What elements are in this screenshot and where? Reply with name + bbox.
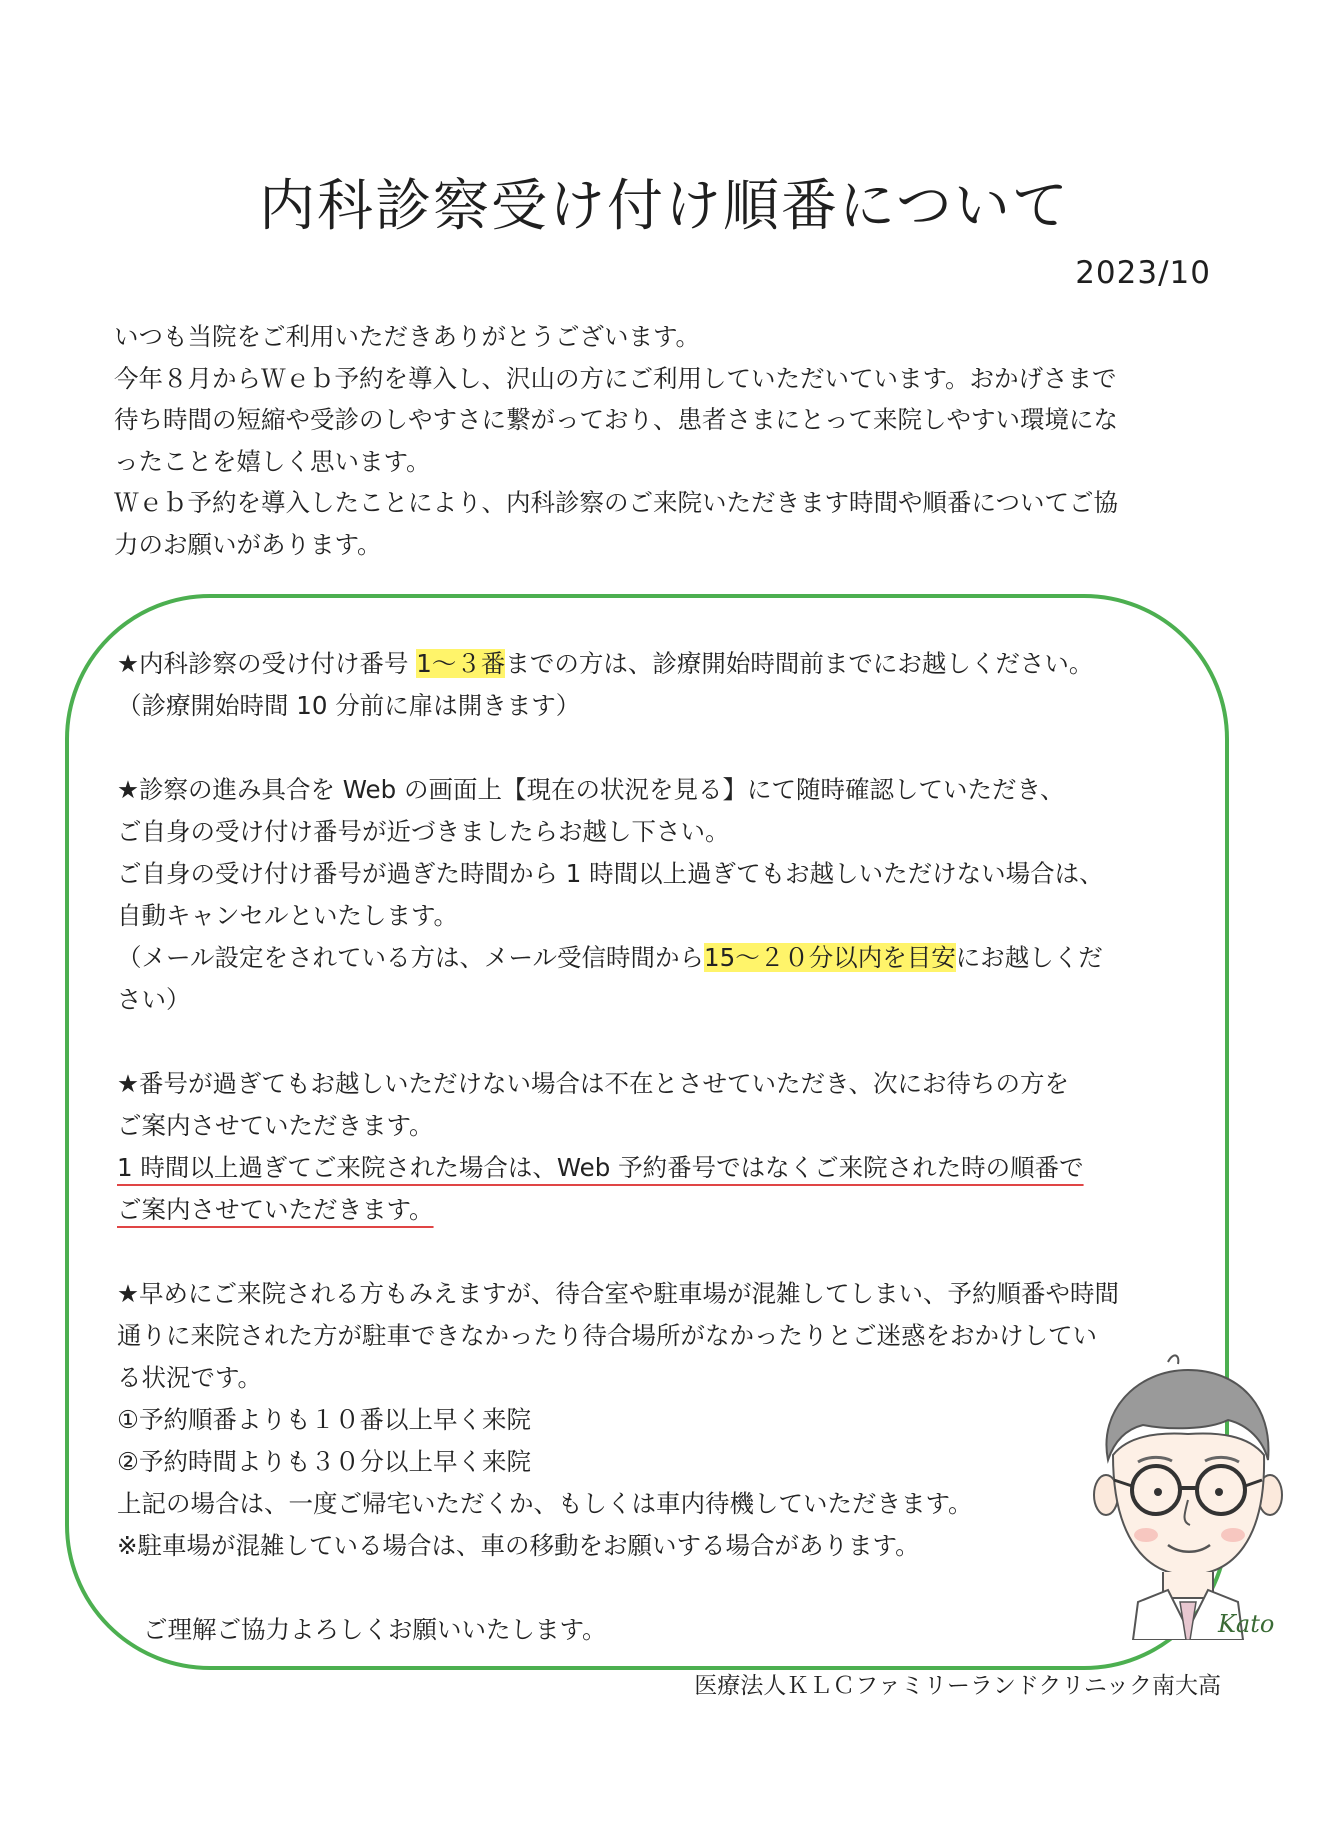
section3-line4 (117, 1189, 1232, 1231)
arrival-time-highlight: 15～２０分以内を目安 (704, 943, 956, 972)
section2-line1: ★診察の進み具合を Web の画面上【現在の状況を見る】にて随時確認していただき、 (117, 775, 1065, 804)
section2-text: （メール設定をされている方は、メール受信時間から (117, 943, 705, 972)
section2-text: にお越しくだ (955, 943, 1103, 972)
intro-line: 力のお願いがあります。 (114, 529, 382, 559)
spacer (117, 1021, 1232, 1063)
doctor-portrait-illustration (1068, 1340, 1308, 1640)
section3-line1: ★番号が過ぎてもお越しいただけない場合は不在とさせていただき、次にお待ちの方を (117, 1069, 1069, 1098)
underlined-text: ご案内させていただきます。 (117, 1195, 434, 1224)
section1-text: ★内科診察の受け付け番号 (117, 649, 417, 678)
section4-line2: 通りに来院された方が駐車できなかったり待合場所がなかったりとご迷惑をおかけしてい (117, 1321, 1097, 1350)
intro-line: Ｗｅｂ予約を導入したことにより、内科診察のご来院いただきます時間や順番についてご協 (114, 488, 1119, 517)
signature: Kato (1218, 1610, 1275, 1638)
page-title: 内科診察受け付け順番について (259, 174, 1070, 239)
section3-line2: ご案内させていただきます。 (117, 1111, 434, 1140)
section2-line6: さい） (117, 985, 191, 1014)
section4-line5: ※駐車場が混雑している場合は、車の移動をお願いする場合があります。 (117, 1531, 920, 1560)
section1-line1 (117, 643, 1232, 685)
section2-line3: ご自身の受け付け番号が過ぎた時間から 1 時間以上過ぎてもお越しいただけない場合は、 (117, 859, 1104, 888)
section4-line1: ★早めにご来院される方もみえますが、待合室や駐車場が混雑してしまい、予約順番や時間 (117, 1279, 1119, 1308)
section1-line2: （診療開始時間 10 分前に扉は開きます） (117, 691, 581, 720)
section2-line2: ご自身の受け付け番号が近づきましたらお越し下さい。 (117, 817, 730, 846)
intro-line: 今年８月からＷｅｂ予約を導入し、沢山の方にご利用していただいています。おかげさまで (114, 363, 1117, 393)
closing-line: ご理解ご協力よろしくお願いいたします。 (143, 1615, 607, 1644)
spacer (117, 727, 1232, 769)
spacer (117, 1231, 1232, 1273)
notice-body (117, 643, 1232, 1651)
section1-text: までの方は、診療開始時間前までにお越しください。 (505, 649, 1094, 678)
intro-line: 待ち時間の短縮や受診のしやすさに繋がっており、患者さまにとって来院しやすい環境にな (114, 405, 1119, 434)
reception-number-highlight: 1～３番 (416, 649, 506, 678)
section4-line4: 上記の場合は、一度ご帰宅いただくか、もしくは車内待機していただきます。 (117, 1489, 973, 1518)
section4-item1: ①予約順番よりも１０番以上早く来院 (117, 1405, 531, 1434)
section2-line4: 自動キャンセルといたします。 (117, 901, 459, 930)
intro-line: いつも当院をご利用いただきありがとうございます。 (114, 322, 701, 351)
section2-line5 (117, 937, 1232, 979)
underlined-text: 1 時間以上過ぎてご来院された場合は、Web 予約番号ではなくご来院された時の順番で (117, 1153, 1084, 1182)
intro-line: ったことを嬉しく思います。 (114, 446, 431, 476)
notice-date: 2023/10 (1075, 255, 1211, 291)
spacer (117, 1567, 1232, 1609)
section3-line3 (117, 1147, 1232, 1189)
section4-line3: る状況です。 (117, 1363, 263, 1392)
intro-paragraph (114, 316, 1224, 565)
clinic-name: 医療法人ＫＬＣファミリーランドクリニック南大高 (694, 1673, 1221, 1699)
section4-item2: ②予約時間よりも３０分以上早く来院 (117, 1447, 531, 1476)
